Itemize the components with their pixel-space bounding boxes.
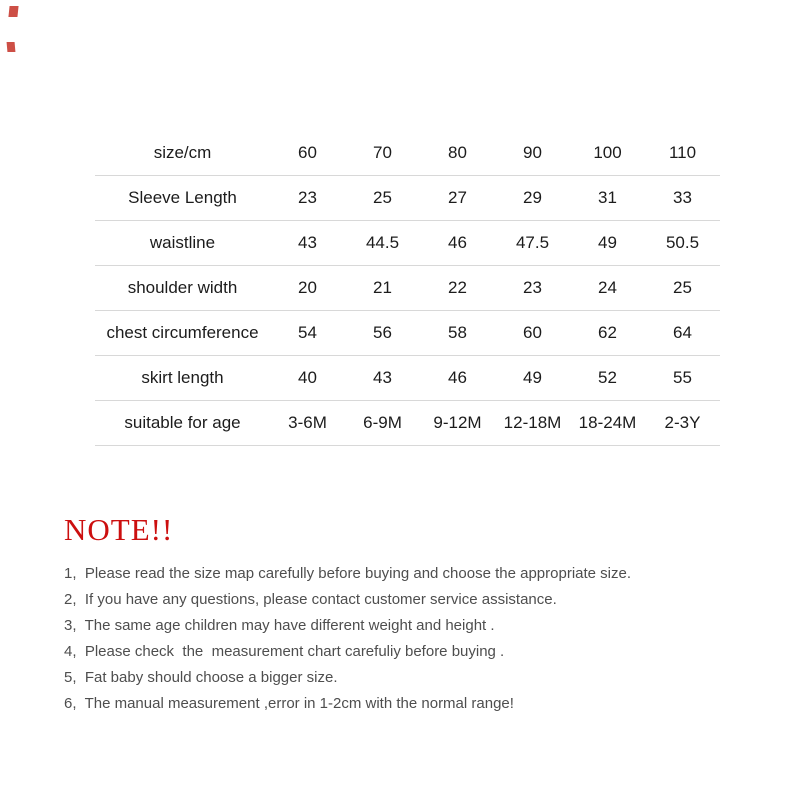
cell: 21 <box>373 278 392 297</box>
notes-list <box>64 561 631 717</box>
size-chart-table <box>95 131 720 446</box>
cell: 18-24M <box>578 413 637 432</box>
cell: 60 <box>523 323 542 342</box>
cell: 64 <box>673 323 692 342</box>
cell: 23 <box>523 278 542 297</box>
cell: 25 <box>373 188 392 207</box>
cell: 27 <box>448 188 467 207</box>
note-item: 5, Fat baby should choose a bigger size. <box>64 669 338 686</box>
row-label: chest circumference <box>106 323 259 342</box>
note-heading: NOTE!! <box>64 512 174 547</box>
note-item: 6, The manual measurement ,error in 1-2cm with the normal range! <box>64 695 514 712</box>
cell: 46 <box>448 368 467 387</box>
cell: 22 <box>448 278 467 297</box>
cell: 12-18M <box>503 413 562 432</box>
note-item: 4, Please check the measurement chart carefuliy before buying . <box>64 643 505 660</box>
row-label: Sleeve Length <box>128 188 237 207</box>
cell: 46 <box>448 233 467 252</box>
cell: 25 <box>673 278 692 297</box>
table-row <box>95 356 720 401</box>
cell: 43 <box>298 233 317 252</box>
cell: 58 <box>448 323 467 342</box>
table-row <box>95 176 720 221</box>
row-label: shoulder width <box>127 278 238 297</box>
cell: 33 <box>673 188 692 207</box>
cell: 44.5 <box>365 233 400 252</box>
row-label: size/cm <box>153 143 212 162</box>
cell: 43 <box>373 368 392 387</box>
cell: 100 <box>593 143 622 162</box>
cell: 9-12M <box>433 413 482 432</box>
cell: 23 <box>298 188 317 207</box>
row-label: suitable for age <box>124 413 241 432</box>
row-label: skirt length <box>141 368 224 387</box>
cell: 54 <box>298 323 317 342</box>
cell: 2-3Y <box>664 413 701 432</box>
cell: 29 <box>523 188 542 207</box>
table-header-row <box>95 131 720 176</box>
cell: 62 <box>598 323 617 342</box>
cell: 80 <box>448 143 467 162</box>
cell: 6-9M <box>363 413 402 432</box>
note-item: 3, The same age children may have different weight and height . <box>64 617 495 634</box>
cell: 31 <box>598 188 617 207</box>
note-item: 1, Please read the size map carefully before buying and choose the appropriate size. <box>64 565 632 582</box>
watermark-artifact <box>7 42 16 52</box>
cell: 49 <box>523 368 542 387</box>
watermark-artifact <box>8 6 18 17</box>
table-row <box>95 221 720 266</box>
cell: 50.5 <box>665 233 700 252</box>
cell: 24 <box>598 278 617 297</box>
table-row <box>95 311 720 356</box>
cell: 49 <box>598 233 617 252</box>
cell: 60 <box>298 143 317 162</box>
cell: 56 <box>373 323 392 342</box>
table-row <box>95 401 720 446</box>
cell: 3-6M <box>288 413 327 432</box>
cell: 40 <box>298 368 317 387</box>
note-item: 2, If you have any questions, please contact customer service assistance. <box>64 591 557 608</box>
cell: 55 <box>673 368 692 387</box>
table-row <box>95 266 720 311</box>
row-label: waistline <box>149 233 216 252</box>
cell: 52 <box>598 368 617 387</box>
cell: 47.5 <box>515 233 550 252</box>
cell: 70 <box>373 143 392 162</box>
cell: 110 <box>668 143 697 162</box>
cell: 90 <box>523 143 542 162</box>
cell: 20 <box>298 278 317 297</box>
